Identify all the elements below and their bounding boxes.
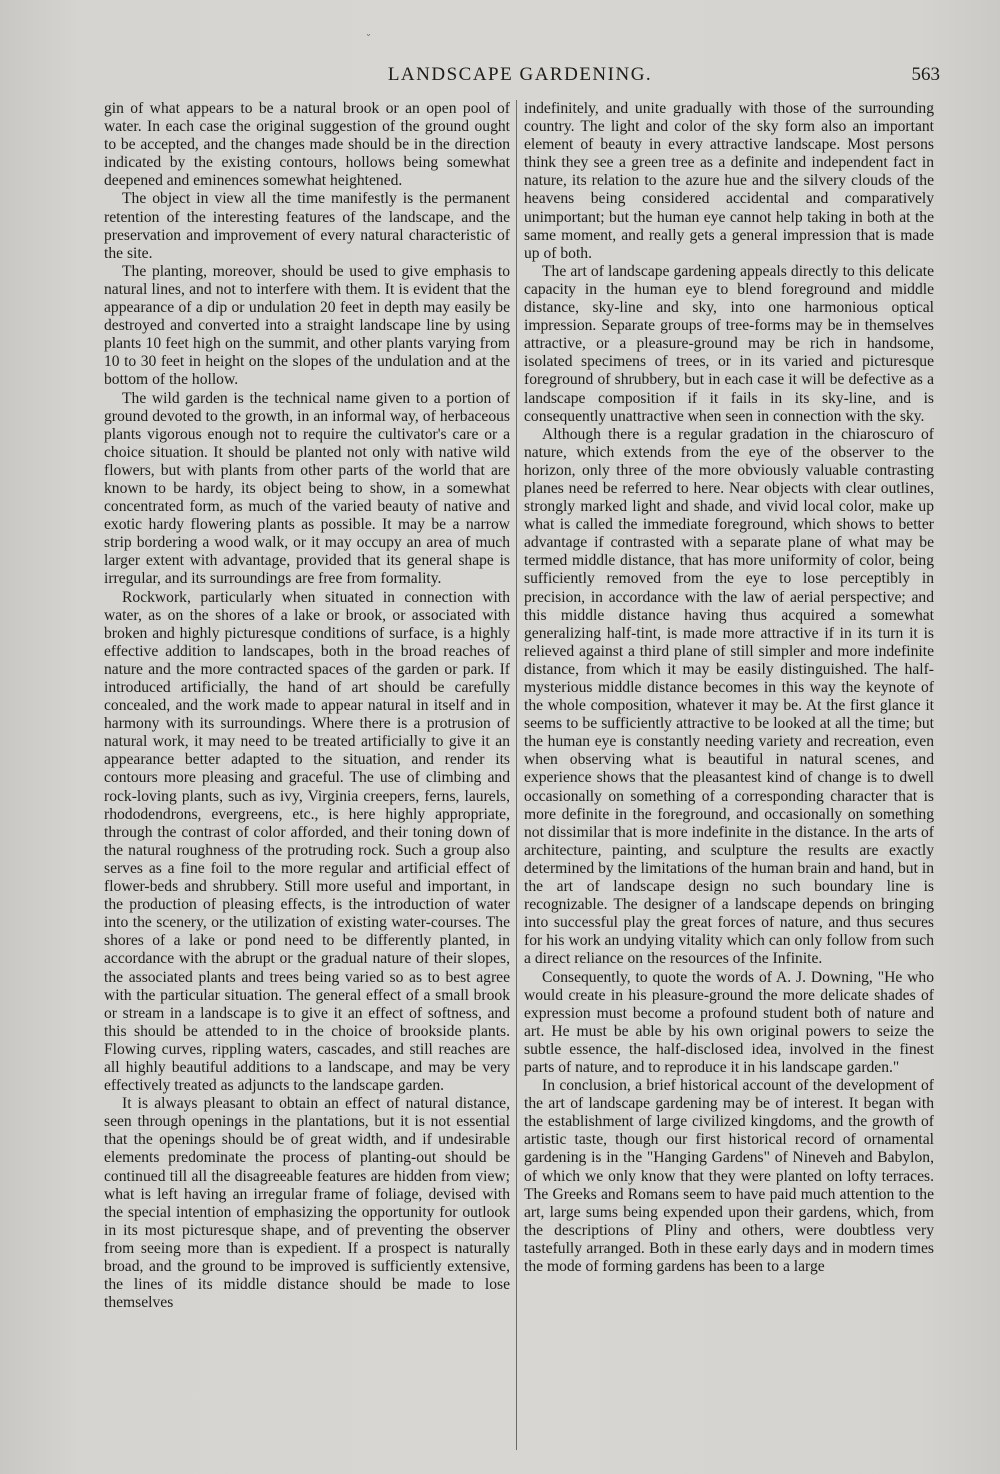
paragraph: In conclusion, a brief historical account of the development of the art of landscape gardening may be of interest. It began with the establishment of large civilized kingdoms, and the growth of artistic taste, though our first historical record of ornamental gardening is in the "Hanging Gardens" of Nineveh and Babylon, of which we only know that they were planted on lofty terraces. The Greeks and Romans seem to have paid much attention to the art, large sums being expended upon their gardens, which, from the descriptions of Pliny and others, were doubtless very tastefully arranged. Both in these early days and in modern times the mode of forming gardens has been to a large [524, 1077, 934, 1275]
paragraph: The object in view all the time manifestly is the permanent retention of the interesting features of the landscape, and the preservation and improvement of every natural characteristic of the site. [104, 190, 510, 262]
paragraph: The art of landscape gardening appeals directly to this delicate capacity in the human eye to blend foreground and middle distance, sky-line and sky, into one harmonious optical impression. Separate groups of tree-forms may be in themselves attractive, or a pleasure-ground may be rich in handsome, isolated specimens of trees, or in its varied and picturesque foreground of shrubbery, but in each case it will be defective as a landscape composition if it fails in its sky-line, and is consequently unattractive when seen in connection with the sky. [524, 262, 934, 425]
column-rule [516, 100, 517, 1450]
left-column [104, 100, 510, 1312]
paragraph: The wild garden is the technical name given to a portion of ground devoted to the growth, in an informal way, of herbaceous plants vigorous enough not to require the cultivator's care or a choice situation. It should be planted not only with native wild flowers, but with plants from other parts of the world that are known to be hardy, its object being to show, in a somewhat concentrated form, as much of the varied beauty of native and exotic hardy flowering plants as possible. It may be a narrow strip bordering a wood walk, or it may occupy an area of much larger extent with advantage, provided that its general shape is irregular, and its surroundings are free from formality. [104, 389, 510, 588]
paragraph: Rockwork, particularly when situated in connection with water, as on the shores of a lake or brook, or associated with broken and highly picturesque conditions of surface, is a highly effective addition to landscapes, both in the broad reaches of nature and the more contracted spaces of the garden or park. If introduced artificially, the hand of art should be carefully concealed, and the work made to appear natural in itself and in harmony with its surroundings. Where there is a protrusion of natural work, it may need to be treated artificially to give it an appearance better adapted to the situation, and render its contours more pleasing and graceful. The use of climbing and rock-loving plants, such as ivy, Virginia creepers, ferns, laurels, rhododendrons, evergreens, etc., is here highly appropriate, through the contrast of color afforded, and their toning down of the natural roughness of the protruding rock. Such a group also serves as a fine foil to the more regular and artificial effect of flower-beds and shrubbery. Still more useful and important, in the production of pleasing effects, is the introduction of water into the scenery, or the utilization of existing water-courses. The shores of a lake or pond need to be differently planted, in accordance with the abrupt or the gradual nature of their slopes, the associated plants and trees being varied so as to best agree with the particular situation. The general effect of a small brook or stream in a landscape is to give it an effect of softness, and this should be attended to in the choice of brookside plants. Flowing curves, rippling waters, cascades, and still reaches are all highly beautiful additions to a landscape, and may be very effectively treated as adjuncts to the landscape garden. [104, 588, 510, 1095]
page-number: 563 [911, 64, 940, 85]
right-column [524, 100, 934, 1276]
paragraph: Although there is a regular gradation in the chiaroscuro of nature, which extends from the eye of the observer to the horizon, only three of the more obviously valuable contrasting planes need be referred to here. Near objects with clear outlines, strongly marked light and shade, and vivid local color, make up what is called the immediate foreground, which shows to better advantage if contrasted with a separate plane of what may be termed middle distance, that has more uniformity of color, being sufficiently removed from the eye to lose perceptibly in precision, in accordance with the law of aerial perspective; and this middle distance having thus acquired a somewhat generalizing half-tint, is made more attractive if in its turn it is relieved against a third plane of still simpler and more indefinite distance, from which it may be easily distinguished. The half-mysterious middle distance becomes in this way the keynote of the whole composition, whatever it may be. At the first glance it seems to be sufficiently attractive to be looked at all the time; but the human eye is constantly needing variety and recreation, even when observing what is beautiful in natural scenes, and experience shows that the pleasantest kind of change is to dwell occasionally on something of a corresponding character that is more definite in the foreground, and occasionally on something not dissimilar that is more indefinite in the distance. In the arts of architecture, painting, and sculpture the results are exactly determined by the limitations of the human brain and hand, but in the art of landscape design no such boundary line is recognizable. The designer of a landscape depends on bringing into successful play the great forces of nature, and thus secures for his work an undying vitality which can only follow from such a direct reliance on the resources of the Infinite. [524, 425, 934, 968]
paragraph: indefinitely, and unite gradually with those of the surrounding country. The light and color of the sky form also an important element of beauty in every attractive landscape. Most persons think they see a green tree as a definite and independent fact in nature, its relation to the azure hue and the silvery clouds of the heavens being considered accidental and comparatively unimportant; but the human eye cannot help taking in both at the same moment, and really gets a general impression that is made up of both. [524, 100, 934, 262]
running-head [100, 60, 940, 96]
paragraph: gin of what appears to be a natural brook or an open pool of water. In each case the original suggestion of the ground ought to be accepted, and the changes made should be in the direction indicated by the existing contours, hollows being somewhat deepened and eminences somewhat heightened. [104, 100, 510, 190]
paragraph: It is always pleasant to obtain an effect of natural distance, seen through openings in the plantations, but it is not essential that the openings should be of great width, and if undesirable elements predominate the process of planting-out should be continued till all the disagreeable features are hidden from view; what is left having an irregular frame of foliage, devised with the special intention of emphasizing the opportunity for outlook in its most picturesque shape, and of preventing the observer from seeing more than is expedient. If a prospect is naturally broad, and the ground to be improved is sufficiently extensive, the lines of its middle distance should be made to lose themselves [104, 1095, 510, 1312]
paragraph: Consequently, to quote the words of A. J. Downing, "He who would create in his pleasure-ground the more delicate shades of expression must become a profound student both of nature and art. He must be able by his own original powers to seize the subtle essence, the half-disclosed idea, involved in the finest parts of nature, and to reproduce it in his landscape garden." [524, 968, 934, 1076]
running-title: LANDSCAPE GARDENING. [387, 64, 653, 85]
paragraph: The planting, moreover, should be used to give emphasis to natural lines, and not to interfere with them. It is evident that the appearance of a dip or undulation 20 feet in depth may easily be destroyed and converted into a straight landscape line by using plants 10 feet high on the summit, and other plants varying from 10 to 30 feet in height on the slopes of the undulation and at the bottom of the hollow. [104, 262, 510, 389]
margin-mark: ˘ [366, 34, 371, 45]
